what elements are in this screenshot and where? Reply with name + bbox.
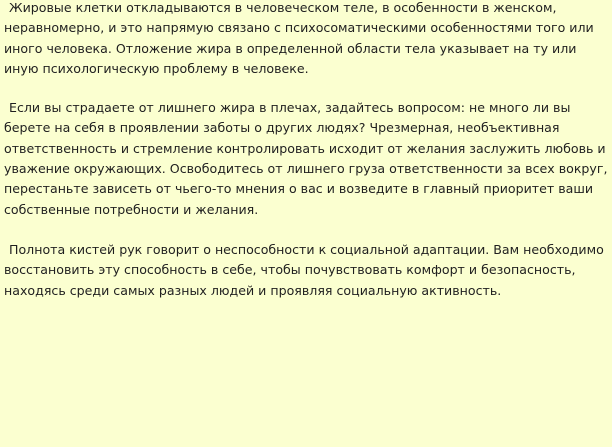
paragraph-fat-cells: Жировые клетки откладываются в человеческом теле, в особенности в женском, неравномерно, и это напрямую связано с психосоматическими особенностями того или иного человека. Отложение жира в определенной области тела указывает на ту или иную психологическую проблему в человеке. xyxy=(4,0,594,76)
paragraph-hands: Полнота кистей рук говорит о неспособности к социальной адаптации. Вам необходимо восстановить эту способность в себе, чтобы почувствовать комфорт и безопасность, находясь среди самых разных людей и проявляя социальную активность. xyxy=(4,241,604,298)
paragraph-shoulders: Если вы страдаете от лишнего жира в плечах, задайтесь вопросом: не много ли вы берете на себя в проявлении заботы о других людях? Чрезмерная, необъективная ответственность и стремление контролировать исходит от желания заслужить любовь и уважение окружающих. Освободитесь от лишнего груза ответственности за всех вокруг, перестаньте зависеть от чьего-то мнения о вас и возведите в главный приоритет ваши собственные потребности и желания. xyxy=(4,100,608,217)
